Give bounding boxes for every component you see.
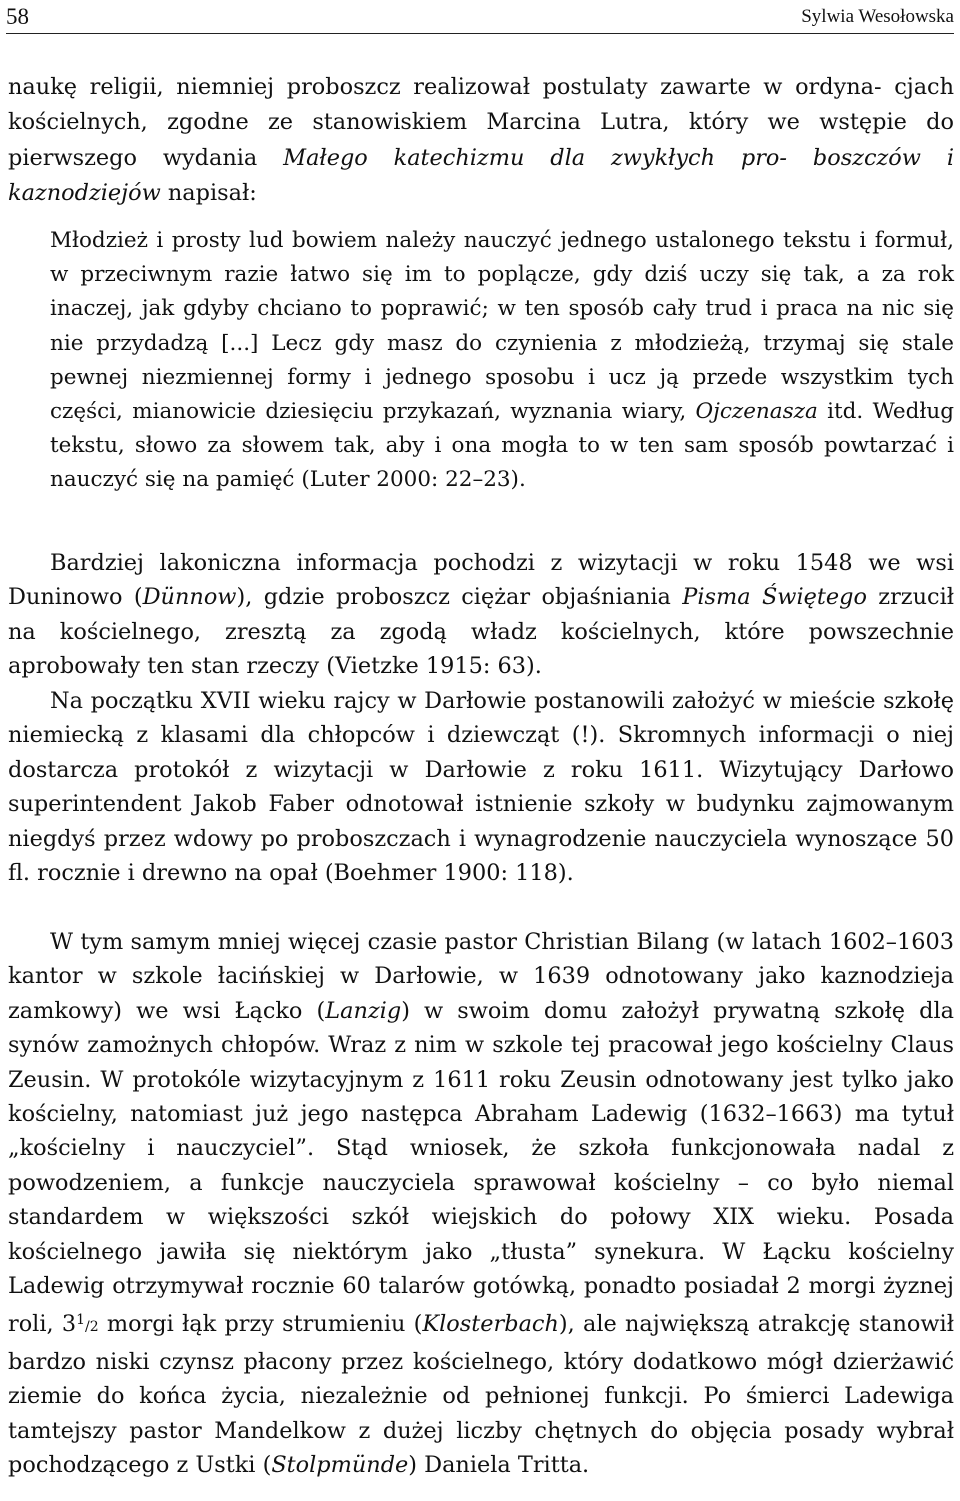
quote-italic: Ojczenasza	[695, 399, 818, 425]
intro-book-title-cont: boszczów i kaznodziejów	[8, 144, 954, 207]
intro-line-3: wstępie do pierwszego wydania	[8, 109, 954, 171]
p1-italic-place: Dünnow	[142, 584, 237, 611]
page-header	[6, 0, 954, 34]
intro-line-1: naukę religii, niemniej proboszcz realizował postulaty zawarte w ordyna-	[8, 74, 882, 100]
p3-italic-lanzig: Lanzig	[325, 997, 402, 1024]
page-number: 58	[6, 3, 29, 29]
p1-text-2: ), gdzie proboszcz ciężar objaśniania	[236, 584, 683, 611]
p3-text-2: ) w swoim domu założył prywatną szkołę dla synów zamożnych chłopów. Wraz z nim w szkole tej pracował jego kościelny Claus Zeusin. W protokóle wizytacyjnym z 1611 roku Zeusin odnotowany jest tylko jako kościelny, natomiast już jego następca Abraham Ladewig (1632–1663) ma tytuł „kościelny i nauczyciel”. Stąd wniosek, że szkoła funkcjonowała nadal z powodzeniem, a funkcje nauczyciela sprawował kościelny – co było niemal standardem w większości szkół wiejskich do połowy XIX wieku. Posada kościelnego jawiła się niektórym jako „tłusta” synekura. W Łącku kościelny Ladewig otrzymywał rocznie 60 talarów gotówką, ponadto posiadał 2 morgi żyznej roli, 3	[8, 997, 954, 1338]
intro-book-title: Małego katechizmu dla zwykłych pro-	[283, 144, 787, 171]
fraction-denominator: /2	[85, 1319, 99, 1336]
running-head-author: Sylwia Wesołowska	[801, 5, 954, 27]
paragraph-3	[8, 925, 954, 1483]
p3-text-5: ) Daniela Tritta.	[408, 1452, 590, 1479]
intro-line-2: cjach kościelnych, zgodne ze stanowiskiem Marcina Lutra, który we	[8, 74, 955, 136]
p3-italic-stolpmunde: Stolpmünde	[271, 1452, 409, 1479]
intro-paragraph	[8, 70, 954, 212]
p3-text-3: morgi łąk przy strumieniu (	[98, 1311, 423, 1338]
paragraph-2: Na początku XVII wieku rajcy w Darłowie postanowili założyć w mieście szkołę niemiecką z klasami dla chłopców i dziewcząt (!). Skromnych informacji o niej dostarcza protokół z wizytacji w Darłowie z roku 1611. Wizytujący Darłowo superintendent Jakob Faber odnotował istnienie szkoły w budynku zajmowanym niegdyś przez wdowy po proboszczach i wynagrodzenie nauczyciela wynoszące 50 fl. rocznie i drewno na opał (Boehmer 1900: 118).	[8, 688, 954, 887]
intro-end: napisał:	[160, 180, 257, 207]
paragraph-1	[8, 546, 954, 684]
p3-italic-klosterbach: Klosterbach	[422, 1311, 559, 1338]
quote-text: Młodzież i prosty lud bowiem należy nauczyć jednego ustalonego tekstu i formuł, w przeciwnym razie łatwo się im to poplącze, gdy dziś uczy się tak, a za rok inaczej, jak gdyby chciano to poprawić; w ten sposób cały trud i praca na nic się nie przydadzą [...] Lecz gdy masz do czynienia z młodzieżą, trzymaj się stale pewnej niezmiennej formy i jednego sposobu i ucz ją przede wszystkim tych części, mianowicie dziesięciu przykazań, wyznania wiary,	[50, 228, 954, 425]
p1-italic-title: Pisma Świętego	[682, 584, 867, 611]
quote-text-end: itd. Według tekstu, słowo za słowem tak, aby i ona mogła to w ten sam sposób powtarzać i nauczyć się na pamięć (Luter 2000: 22–23).	[50, 399, 954, 493]
p1-text-3: zrzucił na kościelnego, zresztą za zgodą władz kościelnych, które powszechnie aprobowały ten stan rzeczy (Vietzke 1915: 63).	[8, 584, 954, 680]
p1-text: Bardziej lakoniczna informacja pochodzi z wizytacji w roku 1548 we wsi Duninowo (	[8, 550, 954, 611]
block-quote	[50, 224, 954, 498]
p3-text: W tym samym mniej więcej czasie pastor Christian Bilang (w latach 1602–1603 kantor w szkole łacińskiej w Darłowie, w 1639 odnotowany jako kaznodzieja zamkowy) we wsi Łącko (	[8, 929, 954, 1024]
p3-text-4: ), ale największą atrakcję stanowił bardzo niski czynsz płacony przez kościelnego, który dodatkowo mógł dzierżawić ziemie do końca życia, niezależnie od pełnionej funkcji. Po śmierci Ladewiga tamtejszy pastor Mandelkow z dużej liczby chętnych do objęcia posady wybrał pochodzącego z Ustki (	[8, 1311, 954, 1479]
fraction-numerator: 1	[76, 1312, 86, 1329]
